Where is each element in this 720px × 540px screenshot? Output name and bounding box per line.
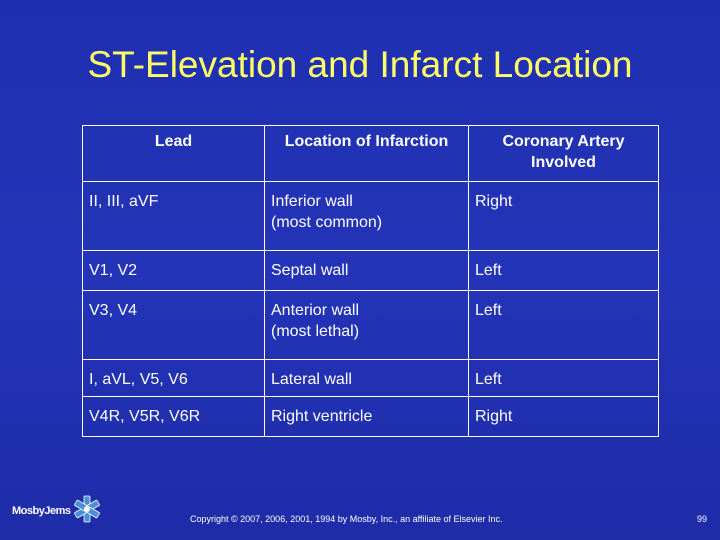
cell-lead: II, III, aVF: [83, 182, 265, 251]
header-lead: Lead: [83, 126, 265, 182]
star-of-life-icon: [74, 495, 100, 523]
cell-artery: Left: [469, 251, 659, 291]
cell-location: Septal wall: [265, 251, 469, 291]
table-row: [83, 360, 659, 397]
cell-location: Inferior wall (most common): [265, 182, 469, 251]
cell-artery: Right: [469, 397, 659, 437]
cell-lead: V4R, V5R, V6R: [83, 397, 265, 437]
table-row: [83, 182, 659, 251]
cell-lead: V3, V4: [83, 291, 265, 360]
header-location: Location of Infarction: [265, 126, 469, 182]
cell-artery: Left: [469, 291, 659, 360]
cell-lead: V1, V2: [83, 251, 265, 291]
header-artery: Coronary Artery Involved: [469, 126, 659, 182]
page-number: 99: [697, 514, 708, 524]
slide-title: ST-Elevation and Infarct Location: [87, 44, 633, 85]
mosby-jems-logo: [12, 495, 97, 535]
table-row: [83, 291, 659, 360]
table-header-row: [83, 126, 659, 182]
cell-artery: Left: [469, 360, 659, 397]
logo-text: MosbyJems: [12, 505, 71, 517]
table-row: [83, 251, 659, 291]
infarct-table: [82, 125, 658, 437]
cell-location: Right ventricle: [265, 397, 469, 437]
cell-location: Anterior wall (most lethal): [265, 291, 469, 360]
cell-artery: Right: [469, 182, 659, 251]
cell-location: Lateral wall: [265, 360, 469, 397]
copyright-text: Copyright © 2007, 2006, 2001, 1994 by Mosby, Inc., an affiliate of Elsevier Inc.: [190, 514, 503, 524]
cell-lead: I, aVL, V5, V6: [83, 360, 265, 397]
table-row: [83, 397, 659, 437]
